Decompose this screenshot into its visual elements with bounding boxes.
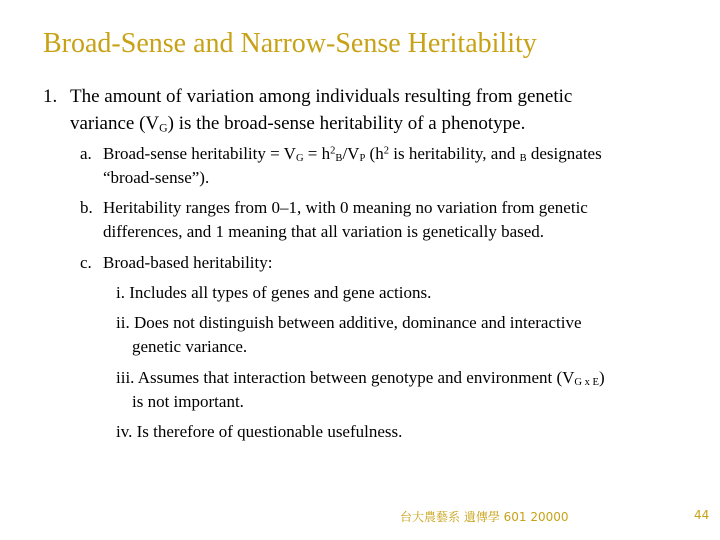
sub-item-iii-line-1 [116,368,605,388]
sub-item-ii-line-1: ii. Does not distinguish between additive, dominance and interactive [116,313,582,332]
sub-item-iii-text: iii. Assumes that interaction between genotype and environment (V [116,368,575,387]
item-a-line-1 [103,144,602,164]
item-a-superscript: 2 [330,145,336,157]
sub-item-iii-subscript: G x E [574,377,599,389]
item-1-line-1: The amount of variation among individuals resulting from genetic [70,86,573,107]
item-b-marker: b. [80,198,93,217]
item-1-line-2 [70,113,525,135]
item-c-marker: c. [80,253,92,272]
slide-footer: 台大農藝系 遺傳學 601 20000 [400,510,569,524]
item-a-subscript: G [295,153,304,165]
sub-item-iv: iv. Is therefore of questionable usefulness. [116,422,403,441]
item-a-text: = h [303,144,331,163]
page-number: 44 [694,508,710,522]
item-b-line-1: Heritability ranges from 0–1, with 0 meaning no variation from genetic [103,198,588,217]
sub-item-ii-line-2: genetic variance. [132,337,248,356]
item-a-text: /V [342,144,360,163]
item-a-text: (h [365,144,384,163]
slide-title: Broad-Sense and Narrow-Sense Heritability [43,28,537,59]
item-a-line-2: “broad-sense”). [103,168,210,187]
item-1-text: variance (V [70,113,160,134]
item-a-subscript: B [519,153,527,165]
item-a-text: Broad-sense heritability = V [103,144,296,163]
sub-item-iii-line-2: is not important. [132,392,244,411]
item-a-text: designates [526,144,602,163]
item-a-marker: a. [80,144,92,163]
item-a-subscript: B [335,153,343,165]
item-a-superscript: 2 [383,145,389,157]
item-a-text: is heritability, and [388,144,520,163]
item-1-subscript: G [159,121,168,135]
item-1-marker: 1. [43,86,58,107]
item-1-text: ) is the broad-sense heritability of a phenotype. [167,113,526,134]
item-c-line-1: Broad-based heritability: [103,253,273,272]
sub-item-i: i. Includes all types of genes and gene actions. [116,283,432,302]
item-b-line-2: differences, and 1 meaning that all variation is genetically based. [103,222,545,241]
sub-item-iii-text: ) [599,368,605,387]
item-a-subscript: P [359,153,366,165]
